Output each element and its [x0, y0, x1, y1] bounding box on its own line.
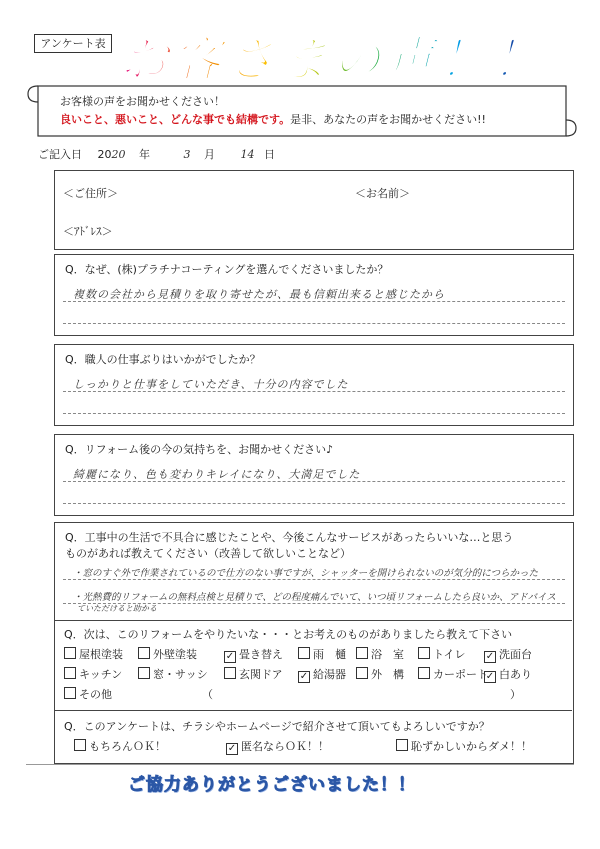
checkbox-icon[interactable]	[64, 647, 76, 659]
reform-option[interactable]	[484, 646, 532, 663]
year-value: 20	[111, 148, 126, 161]
permission-option[interactable]	[226, 738, 329, 755]
question-5: Q．次は、このリフォームをやりたいな・・・とお考えのものがありましたら教えて下さい	[64, 628, 513, 641]
email-label: ＜ｱﾄﾞﾚｽ＞	[63, 225, 113, 238]
answer-line	[63, 579, 565, 580]
year-prefix: 20	[97, 148, 112, 161]
reform-option-label: 白あり	[499, 668, 532, 681]
form-type-tag: アンケート表	[34, 34, 112, 53]
intro-highlight: 良いこと、悪いこと、どんな事でも結構です。	[60, 113, 291, 126]
question-box-1	[54, 254, 574, 336]
checkbox-icon[interactable]: ✓	[227, 743, 237, 754]
reform-option[interactable]	[224, 666, 283, 682]
answer-line	[63, 481, 565, 482]
checkbox-icon[interactable]	[64, 687, 76, 699]
reform-option[interactable]	[484, 666, 532, 683]
answer-line	[63, 301, 565, 302]
question-4-line-1: Q．工事中の生活で不具合に感じたことや、今後こんなサービスがあったらいいな…と思う	[65, 531, 514, 544]
checkbox-icon[interactable]	[418, 647, 430, 659]
answer-line	[63, 413, 565, 414]
page-title-text: お客さまの声！！	[120, 32, 540, 88]
month-value: 3	[183, 148, 191, 161]
answer-3: 綺麗になり、色も変わりキレイになり、大満足でした	[73, 468, 361, 481]
answer-line	[63, 391, 565, 392]
checkbox-icon[interactable]	[356, 647, 368, 659]
answer-4-line-2: ・光熱費的リフォームの無料点検と見積りで、どの程度痛んでいて、いつ頃リフォームしたら良いか、アドバイス	[73, 592, 556, 603]
section-divider	[54, 620, 572, 621]
question-box-2	[54, 344, 574, 426]
reform-option-label: キッチン	[79, 668, 123, 681]
intro-rest: 是非、あなたの声をお聞かせください!!	[290, 113, 486, 126]
permission-option[interactable]	[396, 738, 532, 754]
intro-line-2	[60, 111, 486, 127]
reform-option-label: 屋根塗装	[79, 648, 123, 661]
reform-option-label: カーポート	[433, 668, 488, 681]
reform-option[interactable]	[64, 686, 112, 702]
section-divider	[54, 710, 572, 711]
name-label: ＜お名前＞	[355, 187, 410, 200]
reform-option-label: その他	[79, 688, 112, 701]
reform-option[interactable]	[356, 666, 404, 682]
other-close-paren: ）	[510, 688, 521, 701]
reform-option-label: 外 構	[371, 668, 404, 681]
reform-option[interactable]	[418, 646, 465, 662]
reform-option[interactable]	[64, 666, 122, 682]
reform-option-label: 浴 室	[371, 648, 404, 661]
checkbox-icon[interactable]: ✓	[485, 651, 495, 662]
question-box-3	[54, 434, 574, 516]
answer-line	[63, 503, 565, 504]
checkbox-icon[interactable]	[64, 667, 76, 679]
question-2: Q．職人の仕事ぶりはいかがでしたか？	[65, 353, 261, 366]
other-open-paren: （	[202, 688, 213, 701]
question-4-line-2: ものがあれば教えてください（改善して欲しいことなど）	[65, 547, 351, 560]
reform-option[interactable]	[356, 646, 404, 662]
question-6: Q．このアンケートは、チラシやホームページで紹介させて頂いてもよろしいですか？	[64, 720, 490, 733]
day-value: 14	[240, 148, 255, 161]
checkbox-icon[interactable]	[224, 667, 236, 679]
address-label: ＜ご住所＞	[63, 187, 118, 200]
question-3: Q．リフォーム後の今の気持ちを、お聞かせください♪	[65, 443, 334, 456]
answer-4-line-3: ていただけると助かる	[77, 604, 157, 613]
checkbox-icon[interactable]	[74, 739, 86, 751]
permission-option-label: 匿名ならＯＫ！！	[241, 740, 329, 753]
checkbox-icon[interactable]	[356, 667, 368, 679]
date-label: ご記入日	[38, 148, 82, 161]
checkbox-icon[interactable]: ✓	[299, 671, 309, 682]
checkbox-icon[interactable]	[138, 647, 150, 659]
checkbox-icon[interactable]: ✓	[225, 651, 235, 662]
answer-line	[63, 323, 565, 324]
checkbox-icon[interactable]	[396, 739, 408, 751]
reform-option[interactable]	[298, 666, 346, 683]
checkbox-icon[interactable]	[298, 647, 310, 659]
reform-option-label: 玄関ドア	[239, 668, 283, 681]
permission-option[interactable]	[74, 738, 166, 754]
reform-option[interactable]	[224, 646, 283, 663]
reform-option[interactable]	[138, 666, 208, 682]
year-unit: 年	[139, 148, 150, 161]
reform-option[interactable]	[64, 646, 123, 662]
reform-option-label: 畳き替え	[239, 648, 283, 661]
reform-option-label: 洗面台	[499, 648, 532, 661]
thanks-message: ご協力ありがとうございました！！	[128, 775, 416, 795]
reform-option-label: トイレ	[433, 648, 466, 661]
customer-info-box	[54, 170, 574, 250]
answer-line	[63, 603, 565, 604]
question-1: Q．なぜ、(株)プラチナコーティングを選んでくださいましたか？	[65, 263, 389, 276]
reform-option-label: 窓・サッシ	[153, 668, 208, 681]
entry-date	[38, 146, 275, 162]
permission-option-label: もちろんＯＫ！	[89, 740, 166, 753]
bottom-rule	[26, 764, 574, 765]
reform-option-label: 外壁塗装	[153, 648, 197, 661]
checkbox-icon[interactable]: ✓	[485, 671, 495, 682]
reform-option[interactable]	[418, 666, 488, 682]
checkbox-icon[interactable]	[418, 667, 430, 679]
answer-1: 複数の会社から見積りを取り寄せたが、最も信頼出来ると感じたから	[73, 288, 445, 301]
reform-option-label: 給湯器	[313, 668, 346, 681]
checkbox-icon[interactable]	[138, 667, 150, 679]
month-unit: 月	[204, 148, 215, 161]
permission-option-label: 恥ずかしいからダメ！！	[411, 740, 532, 753]
answer-4-line-1: ・窓のすぐ外で作業されているので仕方のない事ですが、シャッターを開けられないのが気分的につらかった	[73, 568, 539, 579]
reform-option[interactable]	[298, 646, 346, 662]
day-unit: 日	[264, 148, 275, 161]
intro-line-1: お客様の声をお聞かせください！	[60, 95, 225, 108]
reform-option[interactable]	[138, 646, 197, 662]
reform-option-label: 雨 樋	[313, 648, 346, 661]
answer-2: しっかりと仕事をしていただき、十分の内容でした	[73, 378, 349, 391]
